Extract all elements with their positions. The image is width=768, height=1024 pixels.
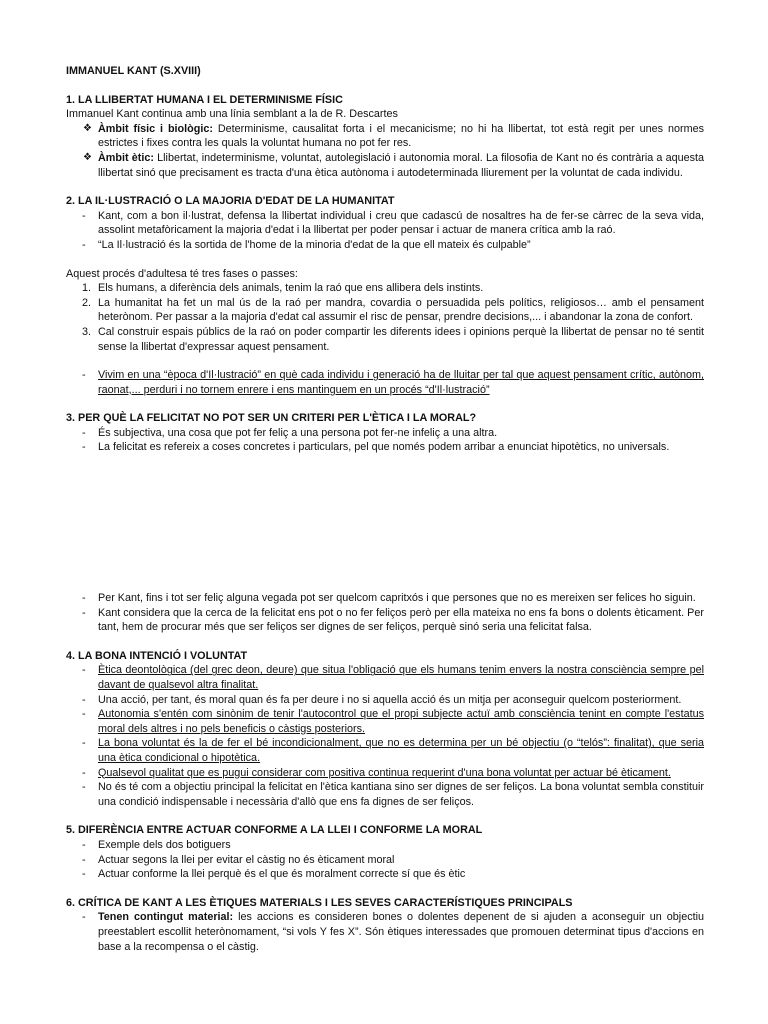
item-text: Cal construir espais públics de la raó on poder compartir les diferents idees i opinions perquè la llibertat de pensar no té sentit sense la llibertat d'expressar aquest pensament. bbox=[98, 325, 704, 353]
underlined-text: Autonomia s'entén com sinònim de tenir l'autocontrol que el propi subjecte actuï amb consciència tenint en compte l'estatus moral dels altres i no pels beneficis o càstigs posteriors. bbox=[98, 708, 704, 735]
item-text: La humanitat ha fet un mal ús de la raó per mandra, covardia o persuadida pels polítics, religiosos… amb el pensament heterònom. Per passar a la majoria d'edat cal assumir el risc de pensar, prendre decisions,... i abandonar la zona de confort. bbox=[98, 296, 704, 324]
item-number: 2. bbox=[82, 296, 92, 309]
item-text: Llibertat, indeterminisme, voluntat, autolegislació i autonomia moral. La filosofia de Kant no és contrària a aquesta llibertat sinó que precisament es tracta d'una ètica autònoma i autodeterminada lliurement per la voluntat de cada individu. bbox=[98, 151, 704, 179]
section-3-heading: 3. PER QUÈ LA FELICITAT NO POT SER UN CRITERI PER L'ÈTICA I LA MORAL? bbox=[66, 412, 477, 425]
phases-intro: Aquest procés d'adultesa té tres fases o passes: bbox=[66, 267, 298, 280]
list-item bbox=[66, 296, 704, 325]
item-label: Àmbit físic i biològic: bbox=[98, 122, 213, 135]
list-item: - Kant, com a bon il·lustrat, defensa la llibertat individual i creu que cadascú de nosaltres ha de fer-se càrrec de la seva vida, assolint metafòricament la majoria d'edat i la llibertat per poder pensar i actuar de manera crítica amb la raó. bbox=[66, 209, 704, 238]
phases-list bbox=[66, 281, 704, 354]
list-item bbox=[66, 736, 704, 765]
section-3-list-a bbox=[66, 426, 704, 455]
item-text: les accions es consideren bones o dolentes depenent de si ajuden a aconseguir un objectiu preestablert escollit heterònomament, “si vols Y fes X”. Són ètiques interessades que promouen determinat tipus d'accions en base a la recompensa o el càstig. bbox=[98, 911, 705, 953]
list-item: - La felicitat es refereix a coses concretes i particulars, pel que només podem arribar a enunciat hipotètics, no universals. bbox=[66, 440, 704, 455]
section-4-list bbox=[66, 663, 704, 809]
list-item bbox=[66, 122, 704, 151]
item-number: 3. bbox=[82, 325, 92, 338]
blank-space bbox=[66, 455, 704, 591]
document-title: IMMANUEL KANT (S.XVIII) bbox=[66, 65, 201, 77]
list-item bbox=[66, 910, 704, 954]
section-4-heading: 4. LA BONA INTENCIÓ I VOLUNTAT bbox=[66, 649, 248, 662]
list-item: - És subjectiva, una cosa que pot fer feliç a una persona pot fer-ne infeliç a una altra. bbox=[66, 426, 704, 441]
list-item: - Una acció, per tant, és moral quan és fa per deure i no si aquella acció és un mitja per aconseguir quelcom posteriorment. bbox=[66, 693, 704, 708]
section-1-intro: Immanuel Kant continua amb una línia semblant a la de R. Descartes bbox=[66, 108, 398, 121]
underlined-text: Vivim en una “època d'Il·lustració” en què cada individu i generació ha de lluitar per tal que aquest pensament crític, autònom, raonat,... perduri i no tornem enrere i ens mantinguem en un procés “d'Il·lustració” bbox=[98, 369, 704, 396]
section-2-heading: 2. LA IL·LUSTRACIÓ O LA MAJORIA D'EDAT DE LA HUMANITAT bbox=[66, 195, 395, 208]
list-item bbox=[66, 663, 704, 692]
section-1-heading: 1. LA LLIBERTAT HUMANA I EL DETERMINISME FÍSIC bbox=[66, 93, 343, 106]
item-label: Tenen contingut material: bbox=[98, 911, 234, 924]
list-item bbox=[66, 151, 704, 180]
list-item: - Exemple dels dos botiguers bbox=[66, 838, 704, 853]
list-item bbox=[66, 707, 704, 736]
section-6-list bbox=[66, 910, 704, 954]
list-item: - Actuar segons la llei per evitar el càstig no és èticament moral bbox=[66, 853, 704, 868]
list-item: - Actuar conforme la llei perquè és el que és moralment correcte sí que és ètic bbox=[66, 867, 704, 882]
list-item bbox=[66, 281, 704, 296]
list-item: - No és té com a objectiu principal la felicitat en l'ètica kantiana sino ser dignes de ser feliços. La bona voluntat sembla constituir una condició indispensable i necessària d'allò que ens fa dignes de ser feliços. bbox=[66, 780, 704, 809]
list-item bbox=[66, 368, 704, 397]
section-6-heading: 6. CRÍTICA DE KANT A LES ÈTIQUES MATERIALS I LES SEVES CARACTERÍSTIQUES PRINCIPALS bbox=[66, 896, 573, 909]
document-page bbox=[66, 64, 704, 954]
item-text: Els humans, a diferència dels animals, tenim la raó que ens allibera dels instints. bbox=[98, 282, 484, 295]
item-text: Determinisme, causalitat forta i el mecanicisme; no hi ha llibertat, tot està regit per unes normes estrictes i fixes contra les quals la voluntat humana no pot fer res. bbox=[98, 122, 704, 150]
list-item bbox=[66, 325, 704, 354]
list-item: - Kant considera que la cerca de la felicitat ens pot o no fer feliços però per ella mateixa no ens fa bons o dolents èticament. Per tant, hem de procurar més que ser feliços ser dignes de ser feliços, perquè sinó seria una felicitat falsa. bbox=[66, 606, 704, 635]
item-number: 1. bbox=[82, 282, 92, 295]
underlined-text: Ètica deontològica (del grec deon, deure) que situa l'obligació que els humans tenim envers la nostra consciència sempre pel davant de qualsevol altra finalitat. bbox=[98, 664, 704, 692]
list-item bbox=[66, 766, 704, 781]
section-5-heading: 5. DIFERÈNCIA ENTRE ACTUAR CONFORME A LA LLEI I CONFORME LA MORAL bbox=[66, 824, 483, 837]
list-item: - Per Kant, fins i tot ser feliç alguna vegada pot ser quelcom capritxós i que persones que no es mereixen ser felices ho siguin. bbox=[66, 591, 704, 606]
underlined-text: La bona voluntat és la de fer el bé incondicionalment, que no es determina per un bé objectiu (o “telós”: finalitat), que seria una ètica condicional o hipotètica. bbox=[98, 737, 704, 764]
section-1-list bbox=[66, 122, 704, 180]
underlined-text: Qualsevol qualitat que es pugui considerar com positiva continua requerint d'una bona voluntat per actuar bé èticament. bbox=[98, 766, 671, 779]
section-5-list bbox=[66, 838, 704, 882]
section-2-closing-list bbox=[66, 368, 704, 397]
item-label: Àmbit ètic: bbox=[98, 151, 154, 164]
section-3-list-b bbox=[66, 591, 704, 635]
section-2-list bbox=[66, 209, 704, 253]
list-item: - “La Il·lustració és la sortida de l'home de la minoria d'edat de la que ell mateix és culpable” bbox=[66, 238, 704, 253]
